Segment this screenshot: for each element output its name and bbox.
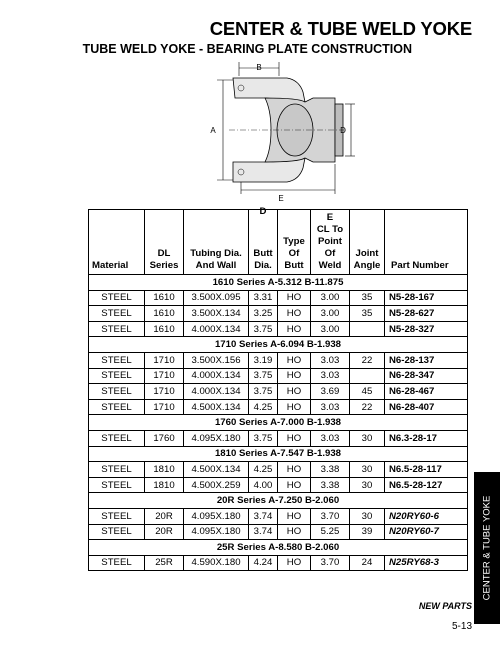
col-material: Material bbox=[89, 210, 145, 275]
cell-dl-series: 1610 bbox=[145, 321, 184, 337]
cell-joint-angle bbox=[350, 321, 385, 337]
cell-tubing: 4.000X.134 bbox=[184, 384, 249, 400]
cell-part-number: N5-28-627 bbox=[385, 306, 468, 322]
col-part-number: Part Number bbox=[385, 210, 468, 275]
cell-butt-dia: 3.75 bbox=[249, 321, 278, 337]
cell-butt-type: HO bbox=[278, 524, 311, 540]
cell-butt-dia: 3.19 bbox=[249, 352, 278, 368]
col-tubing: Tubing Dia. And Wall bbox=[184, 210, 249, 275]
cell-joint-angle: 30 bbox=[350, 477, 385, 493]
cell-butt-dia: 3.75 bbox=[249, 430, 278, 446]
cell-tubing: 3.500X.134 bbox=[184, 306, 249, 322]
cell-cl-point: 3.69 bbox=[311, 384, 350, 400]
page-title: CENTER & TUBE WELD YOKE bbox=[209, 18, 472, 39]
table-row bbox=[89, 321, 468, 337]
series-row bbox=[89, 415, 468, 431]
series-row bbox=[89, 493, 468, 509]
section-tab-label: CENTER & TUBE YOKE bbox=[481, 495, 493, 601]
cell-butt-dia: 3.31 bbox=[249, 290, 278, 306]
cell-butt-type: HO bbox=[278, 321, 311, 337]
table-row bbox=[89, 430, 468, 446]
cell-butt-dia: 3.25 bbox=[249, 306, 278, 322]
cell-joint-angle: 30 bbox=[350, 462, 385, 478]
cell-tubing: 3.500X.156 bbox=[184, 352, 249, 368]
cell-material: STEEL bbox=[89, 555, 145, 571]
cell-joint-angle bbox=[350, 368, 385, 384]
cell-dl-series: 1710 bbox=[145, 384, 184, 400]
series-heading: 1610 Series A-5.312 B-11.875 bbox=[89, 275, 468, 291]
cell-dl-series: 1810 bbox=[145, 477, 184, 493]
table-row bbox=[89, 352, 468, 368]
cell-tubing: 4.500X.259 bbox=[184, 477, 249, 493]
cell-material: STEEL bbox=[89, 290, 145, 306]
cell-joint-angle: 22 bbox=[350, 352, 385, 368]
cell-part-number: N20RY60-7 bbox=[385, 524, 468, 540]
cell-cl-point: 5.25 bbox=[311, 524, 350, 540]
cell-dl-series: 1710 bbox=[145, 399, 184, 415]
dimension-d bbox=[345, 104, 355, 156]
cell-butt-type: HO bbox=[278, 462, 311, 478]
cell-material: STEEL bbox=[89, 508, 145, 524]
table-header-row bbox=[89, 210, 468, 275]
series-row bbox=[89, 337, 468, 353]
cell-joint-angle: 24 bbox=[350, 555, 385, 571]
yoke-diagram bbox=[195, 58, 365, 206]
cell-butt-dia: 3.75 bbox=[249, 368, 278, 384]
col-type: Type Of Butt bbox=[278, 210, 311, 275]
page-subtitle: TUBE WELD YOKE - BEARING PLATE CONSTRUCTION bbox=[82, 42, 412, 56]
cell-material: STEEL bbox=[89, 524, 145, 540]
cell-joint-angle: 30 bbox=[350, 430, 385, 446]
parts-table bbox=[88, 206, 468, 571]
cell-cl-point: 3.00 bbox=[311, 306, 350, 322]
cell-part-number: N6.5-28-117 bbox=[385, 462, 468, 478]
cell-dl-series: 1710 bbox=[145, 352, 184, 368]
cell-part-number: N6.3-28-17 bbox=[385, 430, 468, 446]
table-row bbox=[89, 384, 468, 400]
cell-butt-dia: 4.25 bbox=[249, 462, 278, 478]
cell-butt-type: HO bbox=[278, 508, 311, 524]
page-number: 5-13 bbox=[451, 621, 472, 632]
cell-dl-series: 1610 bbox=[145, 290, 184, 306]
cell-dl-series: 1710 bbox=[145, 368, 184, 384]
cell-butt-type: HO bbox=[278, 368, 311, 384]
col-cl: E CL To Point Of Weld bbox=[311, 210, 350, 275]
cell-material: STEEL bbox=[89, 352, 145, 368]
table-row bbox=[89, 290, 468, 306]
cell-part-number: N20RY60-6 bbox=[385, 508, 468, 524]
cell-cl-point: 3.00 bbox=[311, 290, 350, 306]
cell-cl-point: 3.70 bbox=[311, 555, 350, 571]
label-e: E bbox=[278, 194, 284, 203]
cell-butt-dia: 4.00 bbox=[249, 477, 278, 493]
table-row bbox=[89, 462, 468, 478]
cell-butt-dia: 3.74 bbox=[249, 508, 278, 524]
label-a: A bbox=[210, 126, 216, 135]
section-tab bbox=[474, 472, 500, 624]
col-joint-angle: Joint Angle bbox=[350, 210, 385, 275]
cell-material: STEEL bbox=[89, 384, 145, 400]
table-row bbox=[89, 399, 468, 415]
label-d: D bbox=[340, 126, 346, 135]
cell-dl-series: 1810 bbox=[145, 462, 184, 478]
cell-part-number: N6-28-137 bbox=[385, 352, 468, 368]
cell-joint-angle: 22 bbox=[350, 399, 385, 415]
col-butt-dia: D Butt Dia. bbox=[249, 210, 278, 275]
series-heading: 20R Series A-7.250 B-2.060 bbox=[89, 493, 468, 509]
cell-tubing: 4.095X.180 bbox=[184, 524, 249, 540]
cell-dl-series: 1610 bbox=[145, 306, 184, 322]
col-dl-series: DL Series bbox=[145, 210, 184, 275]
series-heading: 1810 Series A-7.547 B-1.938 bbox=[89, 446, 468, 462]
cell-butt-type: HO bbox=[278, 290, 311, 306]
new-parts-note: NEW PARTS bbox=[418, 601, 472, 611]
series-heading: 1710 Series A-6.094 B-1.938 bbox=[89, 337, 468, 353]
cell-tubing: 3.500X.095 bbox=[184, 290, 249, 306]
cell-tubing: 4.095X.180 bbox=[184, 508, 249, 524]
cell-butt-dia: 4.24 bbox=[249, 555, 278, 571]
cell-butt-dia: 4.25 bbox=[249, 399, 278, 415]
cell-cl-point: 3.03 bbox=[311, 368, 350, 384]
cell-part-number: N6-28-347 bbox=[385, 368, 468, 384]
cell-material: STEEL bbox=[89, 462, 145, 478]
cell-butt-type: HO bbox=[278, 384, 311, 400]
cell-cl-point: 3.03 bbox=[311, 352, 350, 368]
cell-joint-angle: 45 bbox=[350, 384, 385, 400]
cell-joint-angle: 35 bbox=[350, 290, 385, 306]
cell-material: STEEL bbox=[89, 321, 145, 337]
cell-part-number: N6.5-28-127 bbox=[385, 477, 468, 493]
cell-dl-series: 25R bbox=[145, 555, 184, 571]
table-row bbox=[89, 368, 468, 384]
series-heading: 25R Series A-8.580 B-2.060 bbox=[89, 540, 468, 556]
cell-butt-type: HO bbox=[278, 430, 311, 446]
table-row bbox=[89, 555, 468, 571]
cell-part-number: N25RY68-3 bbox=[385, 555, 468, 571]
series-row bbox=[89, 275, 468, 291]
cell-cl-point: 3.03 bbox=[311, 430, 350, 446]
cell-material: STEEL bbox=[89, 306, 145, 322]
cell-material: STEEL bbox=[89, 477, 145, 493]
cell-cl-point: 3.00 bbox=[311, 321, 350, 337]
cell-tubing: 4.095X.180 bbox=[184, 430, 249, 446]
cell-tubing: 4.500X.134 bbox=[184, 399, 249, 415]
cell-part-number: N5-28-167 bbox=[385, 290, 468, 306]
cell-joint-angle: 39 bbox=[350, 524, 385, 540]
cell-cl-point: 3.38 bbox=[311, 477, 350, 493]
cell-butt-type: HO bbox=[278, 306, 311, 322]
cell-butt-dia: 3.74 bbox=[249, 524, 278, 540]
cell-joint-angle: 35 bbox=[350, 306, 385, 322]
table-row bbox=[89, 524, 468, 540]
cell-joint-angle: 30 bbox=[350, 508, 385, 524]
cell-dl-series: 20R bbox=[145, 524, 184, 540]
label-b: B bbox=[256, 63, 262, 72]
table-row bbox=[89, 508, 468, 524]
cell-dl-series: 1760 bbox=[145, 430, 184, 446]
cell-butt-dia: 3.75 bbox=[249, 384, 278, 400]
cell-butt-type: HO bbox=[278, 477, 311, 493]
cell-butt-type: HO bbox=[278, 352, 311, 368]
cell-cl-point: 3.38 bbox=[311, 462, 350, 478]
cell-dl-series: 20R bbox=[145, 508, 184, 524]
table-row bbox=[89, 306, 468, 322]
cell-material: STEEL bbox=[89, 368, 145, 384]
cell-butt-type: HO bbox=[278, 555, 311, 571]
cell-material: STEEL bbox=[89, 430, 145, 446]
cell-part-number: N6-28-407 bbox=[385, 399, 468, 415]
cell-material: STEEL bbox=[89, 399, 145, 415]
series-heading: 1760 Series A-7.000 B-1.938 bbox=[89, 415, 468, 431]
table-row bbox=[89, 477, 468, 493]
cell-butt-type: HO bbox=[278, 399, 311, 415]
cell-part-number: N6-28-467 bbox=[385, 384, 468, 400]
series-row bbox=[89, 540, 468, 556]
cell-tubing: 4.000X.134 bbox=[184, 368, 249, 384]
cell-cl-point: 3.03 bbox=[311, 399, 350, 415]
cell-tubing: 4.590X.180 bbox=[184, 555, 249, 571]
cell-part-number: N5-28-327 bbox=[385, 321, 468, 337]
cell-tubing: 4.000X.134 bbox=[184, 321, 249, 337]
series-row bbox=[89, 446, 468, 462]
cell-tubing: 4.500X.134 bbox=[184, 462, 249, 478]
cell-cl-point: 3.70 bbox=[311, 508, 350, 524]
